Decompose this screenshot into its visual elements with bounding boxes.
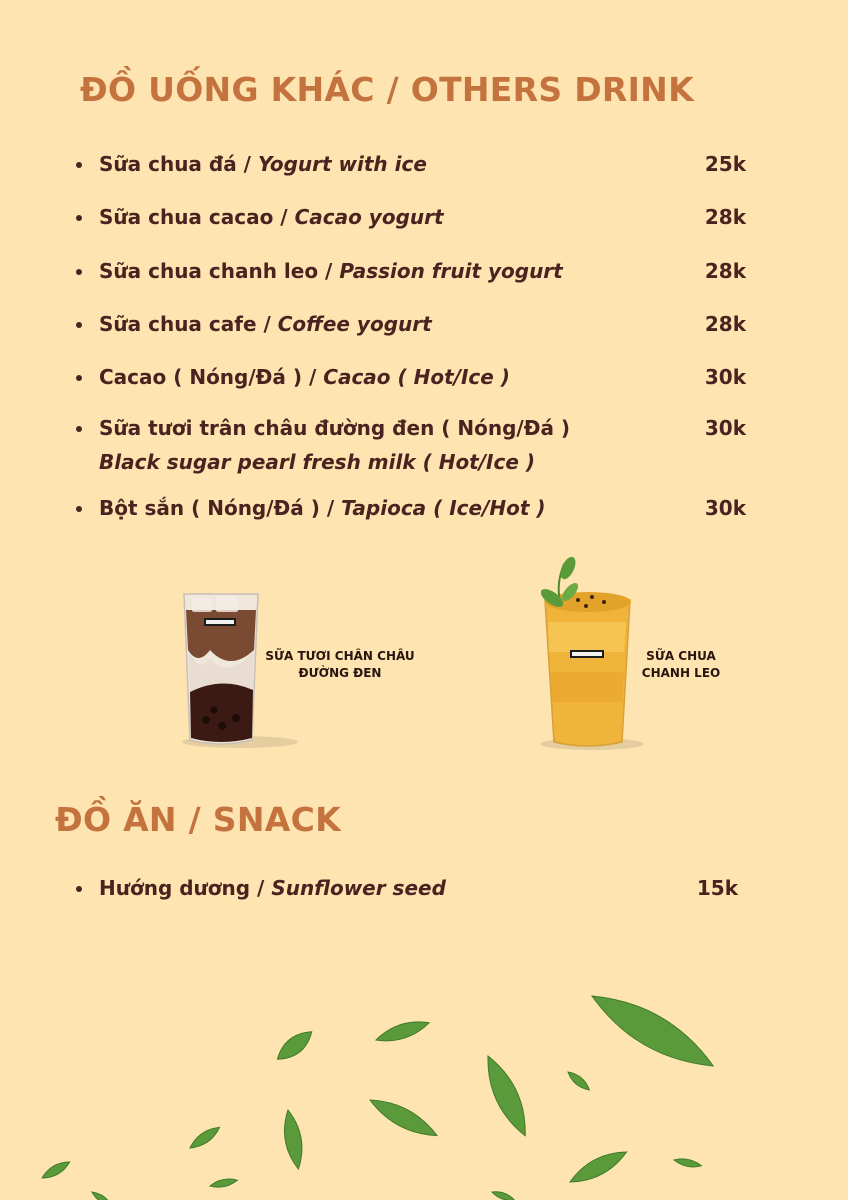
item-name-en: Black sugar pearl fresh milk ( Hot/Ice ) <box>99 450 536 474</box>
product-label-line2: ĐƯỜNG ĐEN <box>298 666 382 680</box>
leaf-icon <box>40 1158 72 1182</box>
item-name-en: Sunflower seed <box>271 876 446 900</box>
product-black-sugar-milk <box>170 580 430 760</box>
item-name-en: Yogurt with ice <box>257 152 427 176</box>
item-name-vi: Sữa chua chanh leo / <box>99 259 340 283</box>
leaf-icon <box>90 1190 113 1200</box>
bullet-icon <box>76 426 82 432</box>
item-name-vi: Bột sắn ( Nóng/Đá ) / <box>99 496 342 520</box>
item-price: 15k <box>696 876 738 900</box>
bullet-icon <box>76 162 82 168</box>
item-price: 30k <box>704 416 746 440</box>
leaf-icon <box>491 1189 516 1200</box>
item-price: 28k <box>704 259 746 283</box>
bullet-icon <box>76 506 82 512</box>
leaf-icon <box>565 1069 592 1093</box>
leaf-icon <box>280 1109 306 1171</box>
product-label-line1: SỮA CHUA <box>646 649 716 663</box>
item-price: 25k <box>704 152 746 176</box>
bullet-icon <box>76 886 82 892</box>
leaf-icon <box>187 1123 222 1152</box>
item-name-en: Cacao yogurt <box>294 205 444 229</box>
item-name-en: Passion fruit yogurt <box>339 259 563 283</box>
item-name-en: Coffee yogurt <box>277 312 432 336</box>
bullet-icon <box>76 322 82 328</box>
leaf-icon <box>673 1157 702 1170</box>
item-name-vi: Hướng dương / <box>99 876 272 900</box>
leaf-icon <box>584 982 721 1080</box>
item-name-vi: Sữa chua cacao / <box>99 205 295 229</box>
snack-section-title: ĐỒ ĂN / SNACK <box>55 800 341 839</box>
leaf-icon <box>366 1092 442 1144</box>
item-name-vi: Sữa chua cafe / <box>99 312 278 336</box>
bullet-icon <box>76 269 82 275</box>
item-price: 28k <box>704 205 746 229</box>
product-label-line1: SỮA TƯƠI CHÂN CHÂU <box>265 649 415 663</box>
leaf-icon <box>566 1145 630 1189</box>
item-name-vi: Sữa chua đá / <box>99 152 258 176</box>
item-price: 30k <box>704 496 746 520</box>
item-name-en: Tapioca ( Ice/Hot ) <box>341 496 546 520</box>
leaf-icon <box>478 1051 535 1140</box>
leaf-icon <box>273 1025 317 1066</box>
product-label-line2: CHANH LEO <box>641 666 721 680</box>
leaf-icon <box>374 1016 432 1047</box>
decorative-leaves-image <box>0 960 848 1200</box>
item-name-en: Cacao ( Hot/Ice ) <box>323 365 510 389</box>
item-name-vi: Sữa tươi trân châu đường đen ( Nóng/Đá ) <box>99 416 571 440</box>
item-price: 30k <box>704 365 746 389</box>
drinks-section-title: ĐỒ UỐNG KHÁC / OTHERS DRINK <box>80 70 694 109</box>
leaf-icon <box>209 1177 238 1190</box>
bullet-icon <box>76 215 82 221</box>
item-price: 28k <box>704 312 746 336</box>
product-passion-fruit-yogurt <box>530 552 750 752</box>
item-name-vi: Cacao ( Nóng/Đá ) / <box>99 365 324 389</box>
bullet-icon <box>76 375 82 381</box>
